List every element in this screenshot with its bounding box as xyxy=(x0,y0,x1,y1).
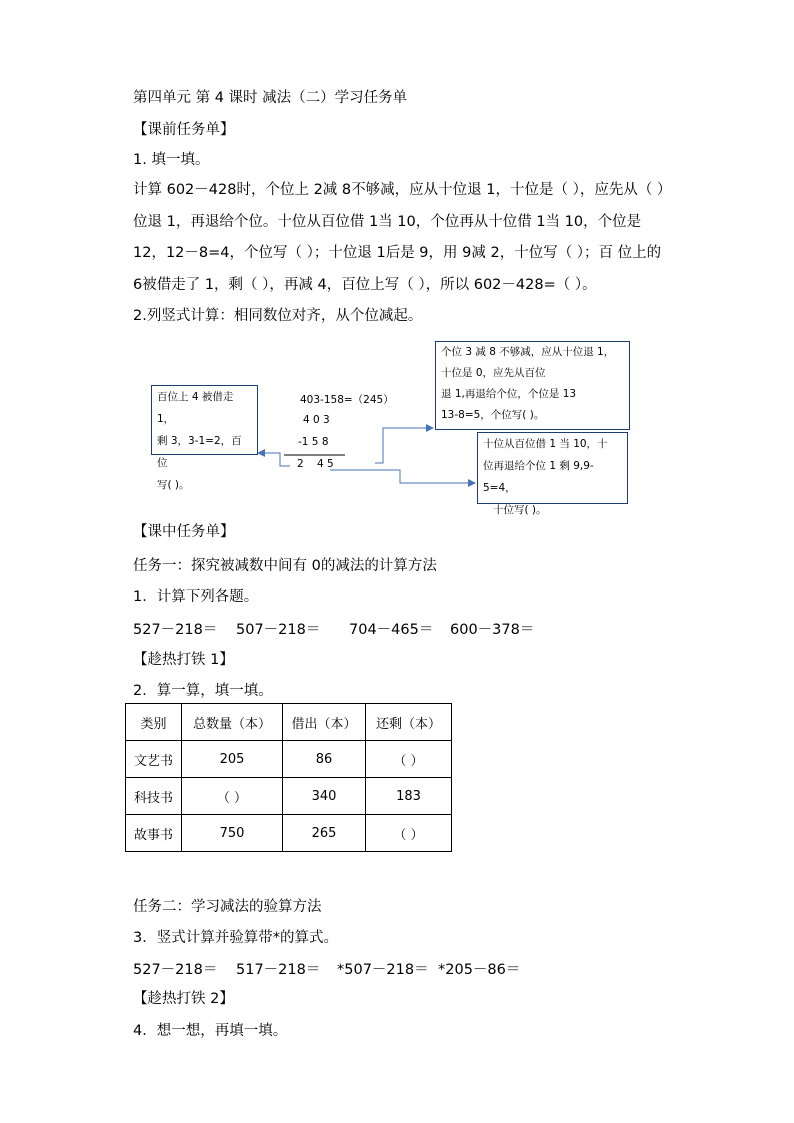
expression: 517－218＝ xyxy=(236,962,321,978)
expression: 527－218＝ xyxy=(133,962,218,978)
section-pre-class: 【课前任务单】 xyxy=(133,122,235,138)
left-hint-box xyxy=(151,385,258,491)
top-right-hint-line: 十位是 0，应先从百位 xyxy=(441,367,546,379)
task-2-title: 任务二：学习减法的验算方法 xyxy=(133,899,322,915)
left-hint-line: 百位上 4 被借走 1， xyxy=(157,391,234,425)
top-right-hint-box xyxy=(435,341,630,430)
question-2b-label: 2．算一算，填一填。 xyxy=(133,683,273,699)
table-cell: 故事书 xyxy=(126,815,182,852)
section-in-class: 【课中任务单】 xyxy=(133,524,235,540)
table-cell: 340 xyxy=(283,778,366,815)
expression: *205－86＝ xyxy=(438,962,521,978)
expression: 507－218＝ xyxy=(236,622,321,638)
question-4-label: 4．想一想，再填一填。 xyxy=(133,1023,288,1039)
diagram-equation: 403-158=（245） xyxy=(300,394,394,406)
table-cell: 86 xyxy=(283,741,366,778)
table-cell: 265 xyxy=(283,815,366,852)
question-1-label: 1. 填一填。 xyxy=(133,152,210,168)
vertical-result: 2 4 5 xyxy=(297,458,334,470)
table-header-cell: 借出（本） xyxy=(283,704,366,741)
table-header-cell: 还剩（本） xyxy=(366,704,452,741)
top-right-hint-line: 退 1,再退给个位，个位是 13 xyxy=(441,388,577,400)
question-2-label: 2.列竖式计算：相同数位对齐，从个位减起。 xyxy=(133,308,423,324)
expression: 527－218＝ xyxy=(133,622,218,638)
bottom-right-hint-line: 十位从百位借 1 当 10，十 xyxy=(483,438,608,450)
table-cell: 205 xyxy=(182,741,283,778)
bottom-right-hint-box xyxy=(477,432,628,516)
expression: 704－465＝ xyxy=(349,622,434,638)
table-cell: 183 xyxy=(366,778,452,815)
table-row xyxy=(126,778,452,815)
page-title: 第四单元 第 4 课时 减法（二）学习任务单 xyxy=(133,90,408,106)
top-right-hint-line: 13-8=5，个位写( )。 xyxy=(441,409,545,421)
expression: 600－378＝ xyxy=(450,622,535,638)
table-header-cell: 总数量（本） xyxy=(182,704,283,741)
expression: *507－218＝ xyxy=(337,962,429,978)
left-hint-line: 写( )。 xyxy=(157,479,190,491)
table-cell-blank[interactable]: （ ） xyxy=(182,778,283,815)
vertical-minuend: 4 0 3 xyxy=(303,414,330,426)
question-3-label: 3．竖式计算并验算带*的算式。 xyxy=(133,930,338,946)
bottom-right-hint-line: 位再退给个位 1 剩 9,9-5=4， xyxy=(483,460,594,494)
table-cell: 科技书 xyxy=(126,778,182,815)
table-header-cell: 类别 xyxy=(126,704,182,741)
table-cell: 750 xyxy=(182,815,283,852)
table-row xyxy=(126,815,452,852)
practice-2-title: 【趁热打铁 2】 xyxy=(133,991,234,1007)
top-right-hint-line: 个位 3 减 8 不够减，应从十位退 1， xyxy=(441,346,615,358)
table-cell-blank[interactable]: （ ） xyxy=(366,815,452,852)
task-1-title: 任务一：探究被减数中间有 0的减法的计算方法 xyxy=(133,558,437,574)
question-1-text: 计算 602－428时，个位上 2减 8不够减，应从十位退 1，十位是（ ），应先从（ ）位退 1，再退给个位。十位从百位借 1当 10，个位再从十位借 1当 10，个位是 12，12－8=4，个位写（ ）；十位退 1后是 9，用 9减 2，十位写（ ）；百 位上的 6被借走了 1，剩（ ），再减 4，百位上写（ ），所以 602－428=（ ）。 xyxy=(133,182,665,293)
table-row xyxy=(126,741,452,778)
practice-1-title: 【趁热打铁 1】 xyxy=(133,652,234,668)
left-hint-line: 剩 3，3-1=2，百位 xyxy=(157,435,242,469)
vertical-subtrahend: -1 5 8 xyxy=(298,436,329,448)
table-header-row xyxy=(126,704,452,741)
books-table xyxy=(125,703,452,852)
table-cell-blank[interactable]: （ ） xyxy=(366,741,452,778)
table-cell: 文艺书 xyxy=(126,741,182,778)
bottom-right-hint-line: 十位写( )。 xyxy=(493,504,547,516)
question-1b-label: 1．计算下列各题。 xyxy=(133,589,259,605)
